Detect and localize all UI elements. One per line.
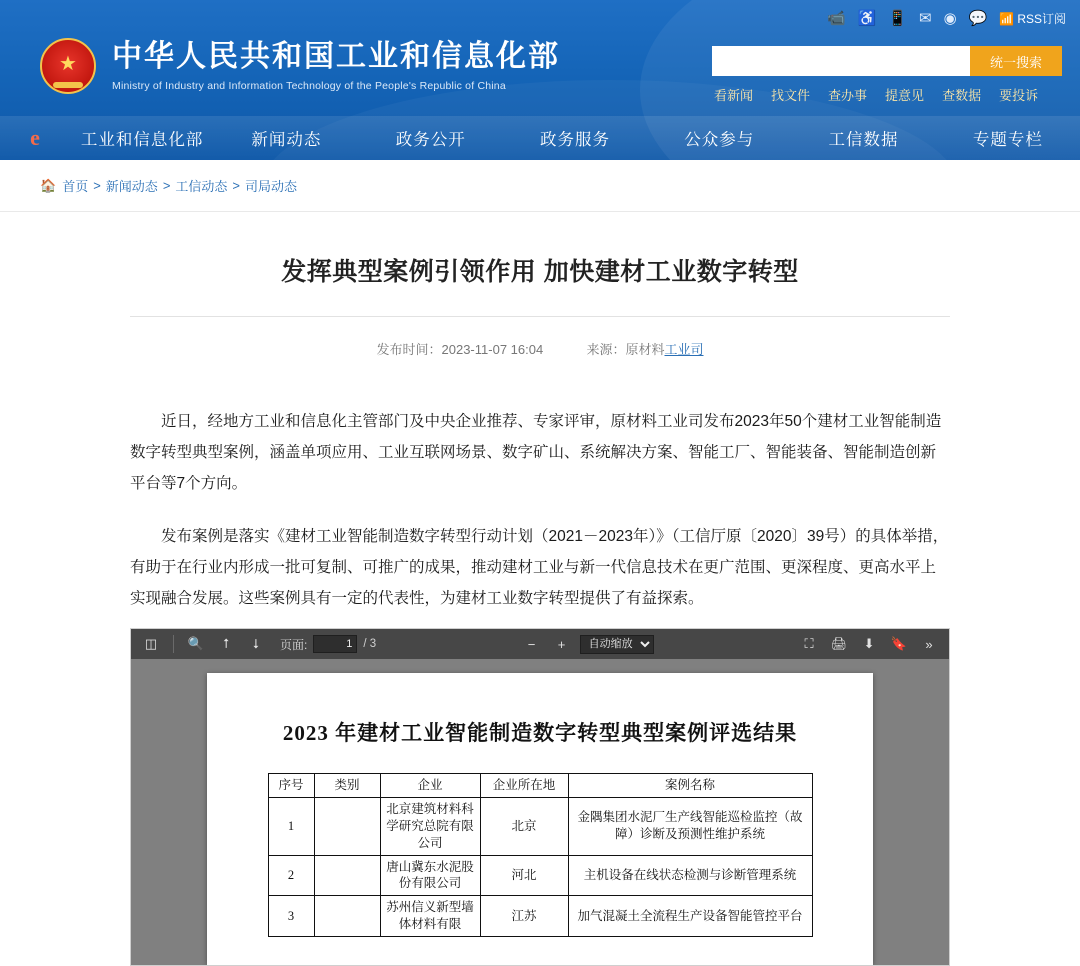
pdf-page: [207, 673, 873, 965]
column-header-enterprise: 企业: [380, 774, 480, 798]
pdf-document-title: 2023 年建材工业智能制造数字转型典型案例评选结果: [282, 721, 798, 745]
cell-enterprise: 北京建筑材料科学研究总院有限公司: [380, 797, 480, 855]
table-header-row: [268, 774, 812, 798]
download-icon[interactable]: ⬇: [863, 636, 875, 651]
quick-link-complaint[interactable]: 要投诉: [999, 88, 1039, 103]
quick-link-services[interactable]: 查办事: [828, 88, 868, 103]
cell-no: 1: [268, 797, 314, 855]
column-header-category: 类别: [314, 774, 380, 798]
pdf-toolbar: [131, 629, 949, 659]
wechat-video-icon[interactable]: 📹: [826, 10, 846, 27]
zoom-out-button[interactable]: −: [527, 636, 536, 652]
site-title-cn: 中华人民共和国工业和信息化部: [112, 40, 560, 74]
pdf-page-area[interactable]: [131, 659, 949, 965]
top-utility-bar: [827, 10, 1066, 27]
nav-item-topics[interactable]: 专题专栏: [972, 131, 1043, 149]
nav-item-data[interactable]: 工信数据: [828, 131, 899, 149]
table-row: [268, 896, 812, 937]
main-navigation: [0, 116, 1080, 160]
quick-links: [712, 85, 1062, 104]
zoom-in-button[interactable]: +: [557, 636, 566, 652]
emblem-gear: [53, 82, 83, 88]
cell-category: [314, 797, 380, 855]
article-container: [0, 252, 1080, 966]
page-title: 发挥典型案例引领作用 加快建材工业数字转型: [281, 258, 799, 286]
cell-location: 北京: [480, 797, 568, 855]
rss-label: RSS订阅: [1017, 12, 1066, 26]
table-row: [268, 797, 812, 855]
source-link[interactable]: 工业司: [664, 342, 704, 357]
weibo-icon[interactable]: ◉: [943, 10, 957, 27]
source-prefix: 原材料: [625, 342, 665, 357]
quick-link-news[interactable]: 看新闻: [714, 88, 754, 103]
nav-item-participation[interactable]: 公众参与: [684, 131, 755, 149]
cell-enterprise: 苏州信义新型墙体材料有限: [380, 896, 480, 937]
nav-item-disclosure[interactable]: 政务公开: [395, 131, 466, 149]
pdf-viewer: [130, 628, 950, 966]
column-header-location: 企业所在地: [480, 774, 568, 798]
cell-case-name: 加气混凝土全流程生产设备智能管控平台: [568, 896, 812, 937]
cell-case-name: 金隅集团水泥厂生产线智能巡检监控（故障）诊断及预测性维护系统: [568, 797, 812, 855]
breadcrumb-item-home[interactable]: 首页: [62, 179, 89, 194]
nav-item-ministry[interactable]: 工业和信息化部: [80, 131, 204, 149]
page-label: 页面:: [280, 637, 308, 652]
search-button[interactable]: 统一搜索: [970, 46, 1062, 76]
breadcrumb-separator: >: [162, 178, 171, 193]
table-row: [268, 855, 812, 896]
cell-no: 2: [268, 855, 314, 896]
cell-category: [314, 855, 380, 896]
sidebar-toggle-icon[interactable]: ◫: [144, 636, 158, 651]
emblem-star: ★: [59, 52, 77, 75]
cell-enterprise: 唐山冀东水泥股份有限公司: [380, 855, 480, 896]
breadcrumb-item-news[interactable]: 新闻动态: [105, 179, 158, 194]
nav-item-services[interactable]: 政务服务: [539, 131, 610, 149]
page-number-input[interactable]: [313, 635, 357, 653]
breadcrumb-item-department-news[interactable]: 司局动态: [245, 179, 298, 194]
fullscreen-icon[interactable]: ⛶: [804, 636, 814, 651]
quick-link-feedback[interactable]: 提意见: [885, 88, 925, 103]
site-brand: [40, 38, 560, 94]
publish-time-label: 发布时间：: [376, 342, 442, 357]
cell-category: [314, 896, 380, 937]
down-arrow-icon[interactable]: ⭣: [252, 636, 260, 651]
mobile-icon[interactable]: 📱: [888, 10, 907, 27]
cell-no: 3: [268, 896, 314, 937]
search-input[interactable]: [712, 46, 970, 76]
search-area: [712, 46, 1062, 104]
publish-time-value: 2023-11-07 16:04: [441, 342, 544, 357]
title-divider: [130, 316, 950, 317]
rss-subscribe-link[interactable]: [999, 10, 1066, 27]
mail-icon[interactable]: ✉: [919, 10, 932, 27]
breadcrumb-separator: >: [232, 178, 241, 193]
national-emblem-icon: [40, 38, 96, 94]
site-title-en: Ministry of Industry and Information Technology of the People's Republic of China: [112, 79, 506, 92]
nav-item-news[interactable]: 新闻动态: [251, 131, 322, 149]
bookmark-icon[interactable]: 🔖: [890, 636, 908, 651]
source-label: 来源：: [586, 342, 626, 357]
page-total-label: / 3: [363, 638, 377, 650]
cell-location: 江苏: [480, 896, 568, 937]
accessibility-icon[interactable]: ♿: [857, 10, 877, 27]
wechat-icon[interactable]: 💬: [968, 10, 988, 27]
up-arrow-icon[interactable]: ⭡: [222, 636, 230, 651]
rss-icon: 📶: [999, 11, 1015, 26]
site-header: [0, 0, 1080, 160]
breadcrumb-separator: >: [93, 178, 101, 193]
cell-location: 河北: [480, 855, 568, 896]
article-paragraph-1: 近日，经地方工业和信息化主管部门及中央企业推荐、专家评审，原材料工业司发布2023年50个建材工业智能制造数字转型典型案例，涵盖单项应用、工业互联网场景、数字矿山、系统解决方案、智能工厂、智能装备、智能制造创新平台等7个方向。: [130, 413, 942, 492]
home-icon[interactable]: 🏠: [40, 177, 57, 193]
zoom-level-select[interactable]: [580, 635, 654, 654]
article-paragraph-2: 发布案例是落实《建材工业智能制造数字转型行动计划（2021－2023年）》（工信厅原〔2020〕39号）的具体举措，有助于在行业内形成一批可复制、可推广的成果，推动建材工业与新一代信息技术在更广范围、更深程度、更高水平上实现融合发展。这些案例具有一定的代表性，为建材工业数字转型提供了有益探索。: [130, 528, 949, 607]
column-header-case-name: 案例名称: [568, 774, 812, 798]
cell-case-name: 主机设备在线状态检测与诊断管理系统: [568, 855, 812, 896]
search-icon[interactable]: 🔍: [187, 636, 205, 651]
quick-link-data[interactable]: 查数据: [942, 88, 982, 103]
breadcrumb-item-industry-news[interactable]: 工信动态: [175, 179, 228, 194]
breadcrumb: [0, 160, 1080, 212]
case-results-table: [268, 773, 813, 937]
print-icon[interactable]: 🖨: [830, 636, 848, 651]
quick-link-documents[interactable]: 找文件: [771, 88, 811, 103]
nav-logo-icon: e: [30, 125, 40, 150]
column-header-no: 序号: [268, 774, 314, 798]
article-meta: [130, 339, 950, 358]
more-tools-button[interactable]: »: [925, 636, 933, 652]
